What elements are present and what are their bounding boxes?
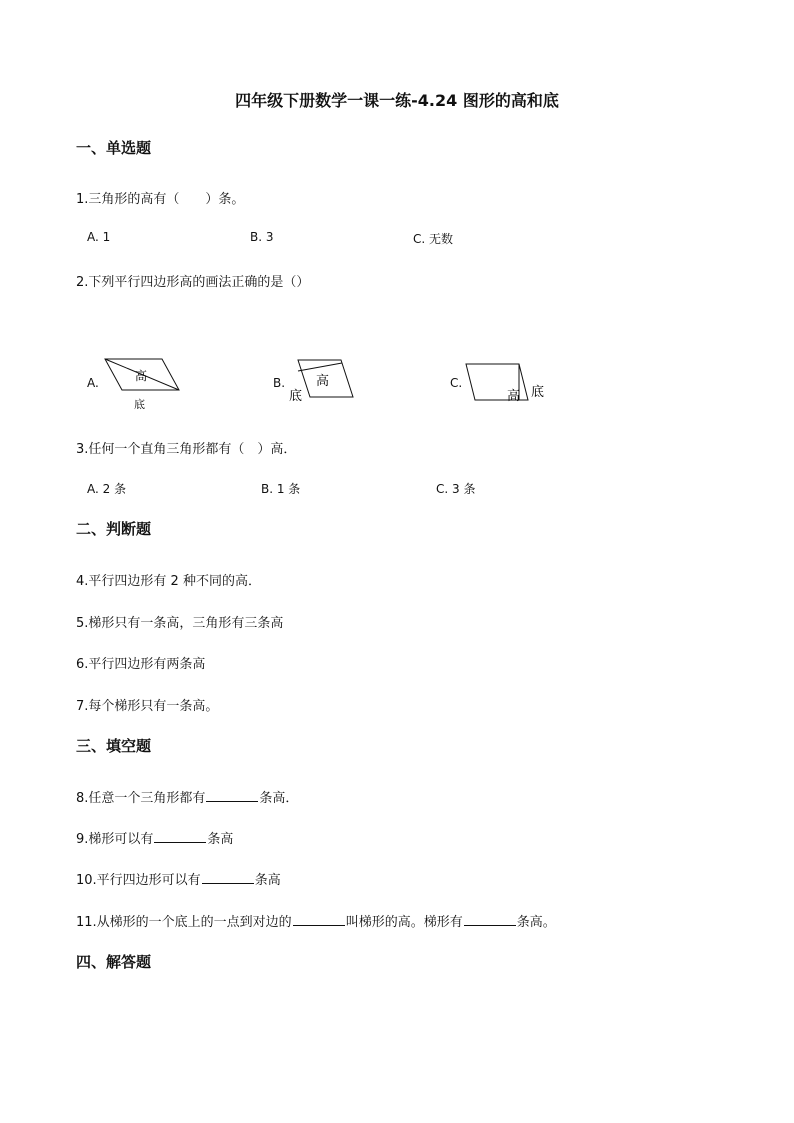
figure-a-base-label: 底 (134, 398, 145, 411)
question-2: 2.下列平行四边形高的画法正确的是（） (76, 275, 310, 290)
question-10 (76, 869, 281, 888)
question-7: 7.每个梯形只有一条高。 (76, 699, 219, 714)
figure-a-height-label: 高 (135, 369, 148, 383)
answer-blank[interactable] (206, 789, 258, 802)
answer-blank[interactable] (154, 830, 206, 843)
question-5: 5.梯形只有一条高，三角形有三条高 (76, 616, 284, 631)
question-1: 1.三角形的高有（ ）条。 (76, 192, 245, 207)
question-8-text-before: 8.任意一个三角形都有 (76, 791, 206, 806)
q2-figure-c (462, 360, 552, 405)
question-9 (76, 828, 233, 847)
section-heading-true-false: 二、判断题 (76, 520, 152, 538)
q2-option-a-label[interactable]: A. (87, 376, 99, 390)
section-heading-solve: 四、解答题 (76, 953, 152, 971)
q2-figure-a (100, 352, 185, 414)
question-11-text-after: 条高。 (516, 915, 556, 930)
question-9-text-before: 9.梯形可以有 (76, 832, 154, 847)
question-11 (76, 911, 556, 930)
question-4: 4.平行四边形有 2 种不同的高． (76, 574, 261, 589)
section-heading-fill-in: 三、填空题 (76, 737, 152, 755)
answer-blank[interactable] (202, 871, 254, 884)
question-8-text-after: 条高． (259, 791, 299, 806)
q2-option-c-label[interactable]: C. (450, 376, 463, 390)
q1-option-a[interactable]: A. 1 (87, 230, 111, 244)
question-8 (76, 787, 298, 806)
figure-b-base-label: 底 (289, 389, 303, 404)
q3-option-c[interactable]: C. 3 条 (436, 482, 476, 496)
figure-c-height-label: 高 (507, 389, 521, 404)
answer-blank[interactable] (293, 913, 345, 926)
q1-option-b[interactable]: B. 3 (250, 230, 274, 244)
question-9-text-after: 条高 (207, 832, 234, 847)
q3-option-b[interactable]: B. 1 条 (261, 482, 301, 496)
page-title: 四年级下册数学一课一练-4.24 图形的高和底 (235, 91, 559, 110)
question-10-text-after: 条高 (254, 873, 281, 888)
q3-option-a[interactable]: A. 2 条 (87, 482, 127, 496)
q2-figure-b (286, 355, 356, 405)
figure-c-base-label: 底 (531, 385, 545, 400)
figure-b-height-label: 高 (316, 374, 330, 389)
question-11-text-before: 11.从梯形的一个底上的一点到对边的 (76, 915, 292, 930)
section-heading-single-choice: 一、单选题 (76, 139, 152, 157)
answer-blank[interactable] (464, 913, 516, 926)
q1-option-c[interactable]: C. 无数 (413, 232, 454, 246)
question-10-text-before: 10.平行四边形可以有 (76, 873, 201, 888)
q2-option-b-label[interactable]: B. (273, 376, 286, 390)
question-11-text-middle: 叫梯形的高。梯形有 (345, 915, 463, 930)
question-6: 6.平行四边形有两条高 (76, 657, 206, 672)
question-3: 3.任何一个直角三角形都有（ ）高． (76, 442, 297, 457)
